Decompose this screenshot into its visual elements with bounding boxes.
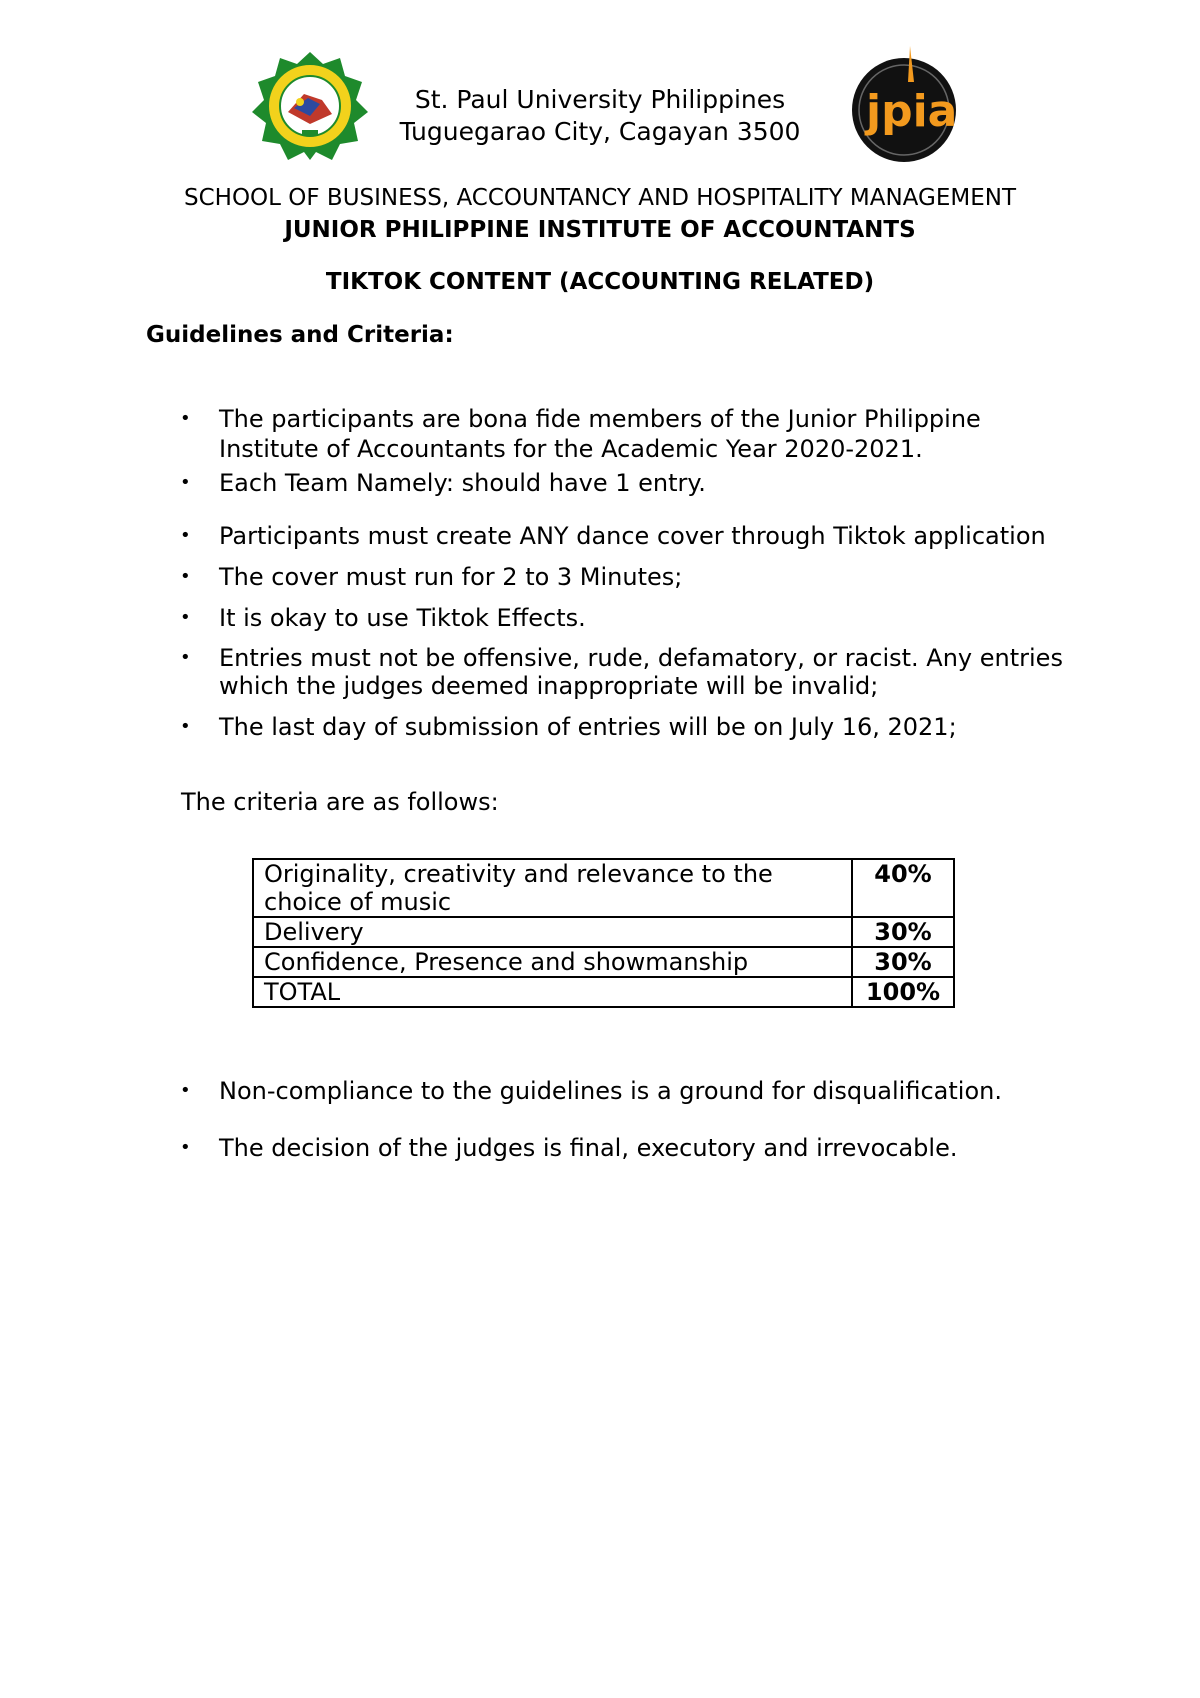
event-title: TIKTOK CONTENT (ACCOUNTING RELATED) — [325, 269, 875, 295]
list-item-text: It is okay to use Tiktok Effects. — [219, 604, 586, 632]
university-name: St. Paul University Philippines — [414, 85, 786, 114]
school-name: SCHOOL OF BUSINESS, ACCOUNTANCY AND HOSPITALITY MANAGEMENT — [183, 185, 1016, 211]
organization-name: JUNIOR PHILIPPINE INSTITUTE OF ACCOUNTANTS — [284, 217, 916, 243]
bullet-icon: • — [180, 408, 191, 429]
list-item-text: Participants must create ANY dance cover through Tiktok application — [219, 522, 1046, 550]
list-item-text: Entries must not be offensive, rude, defamatory, or racist. Any entries which the judges deemed inappropriate will be invalid; — [219, 644, 1063, 700]
bullet-icon: • — [180, 647, 191, 668]
bullet-icon: • — [180, 525, 191, 546]
svg-text:jpia: jpia — [866, 86, 958, 137]
bullet-icon: • — [180, 1080, 191, 1101]
university-address: Tuguegarao City, Cagayan 3500 — [399, 117, 801, 146]
guidelines-heading: Guidelines and Criteria: — [146, 322, 454, 348]
criteria-intro: The criteria are as follows: — [181, 788, 499, 816]
table-row — [253, 947, 954, 977]
criteria-weight: 30% — [852, 917, 954, 947]
criteria-label: TOTAL — [253, 977, 852, 1007]
criteria-weight: 100% — [852, 977, 954, 1007]
criteria-weight: 30% — [852, 947, 954, 977]
list-item-text: The last day of submission of entries will be on July 16, 2021; — [219, 713, 957, 741]
list-item-text: Non-compliance to the guidelines is a ground for disqualification. — [219, 1077, 1002, 1105]
table-row — [253, 977, 954, 1007]
criteria-label: Confidence, Presence and showmanship — [253, 947, 852, 977]
criteria-label: Originality, creativity and relevance to the choice of music — [253, 859, 852, 917]
bullet-icon: • — [180, 566, 191, 587]
criteria-weight: 40% — [852, 859, 954, 917]
bullet-icon: • — [180, 716, 191, 737]
list-item-text: The participants are bona fide members of the Junior Philippine Institute of Accountants for the Academic Year 2020-2021. — [219, 405, 981, 463]
list-item-text: The decision of the judges is final, executory and irrevocable. — [219, 1134, 958, 1162]
bullet-icon: • — [180, 472, 191, 493]
bullet-icon: • — [180, 1137, 191, 1158]
criteria-label: Delivery — [253, 917, 852, 947]
list-item-text: Each Team Namely: should have 1 entry. — [219, 469, 706, 497]
bullet-icon: • — [180, 607, 191, 628]
criteria-table — [252, 858, 955, 1008]
list-item-text: The cover must run for 2 to 3 Minutes; — [219, 563, 683, 591]
header-address-block — [300, 84, 900, 148]
table-row — [253, 917, 954, 947]
table-row — [253, 859, 954, 917]
